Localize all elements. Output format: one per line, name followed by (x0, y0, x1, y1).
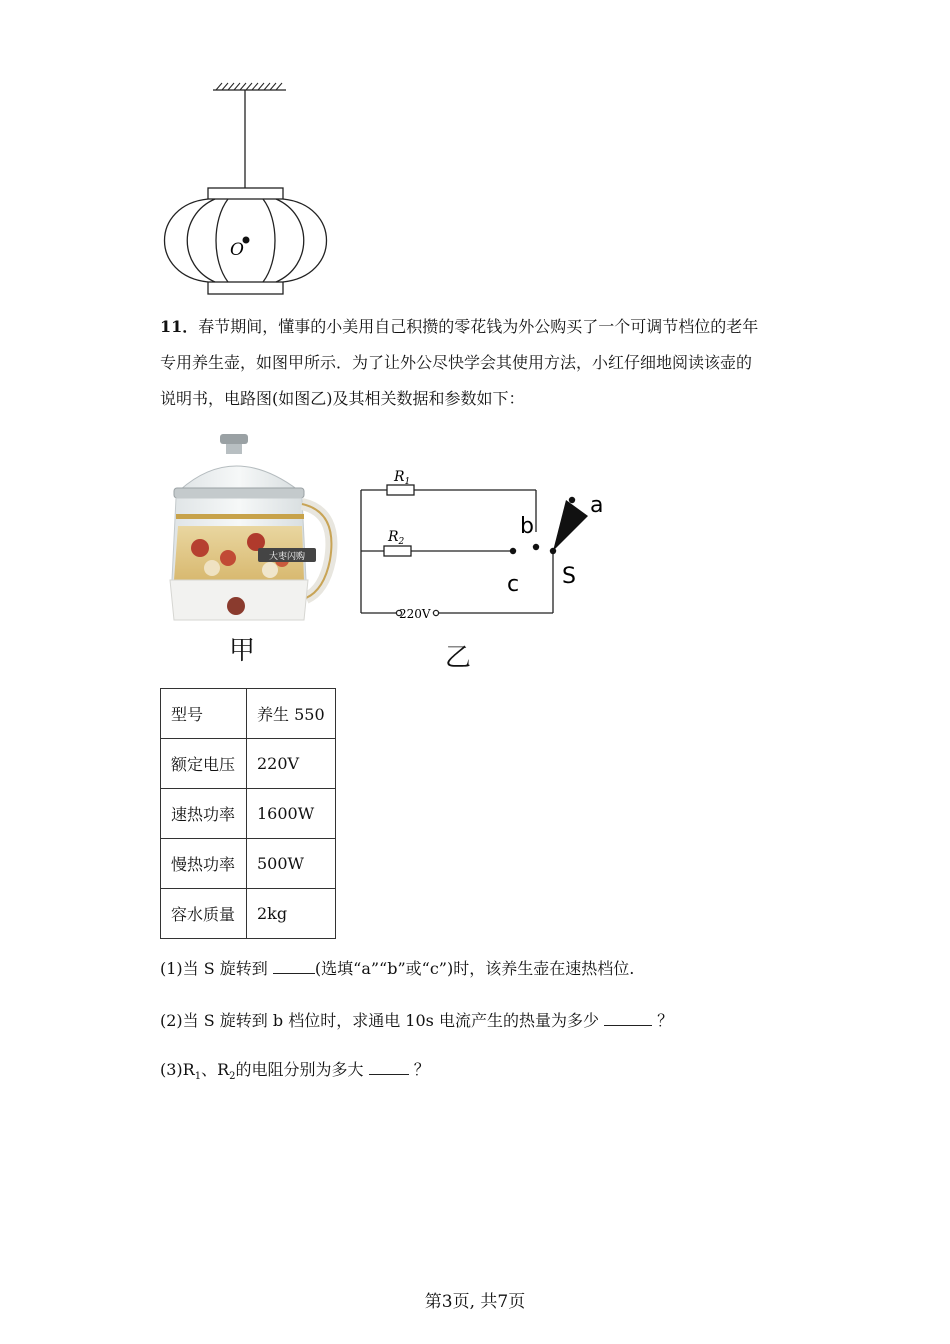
caption-yi: 乙 (445, 643, 472, 673)
r1-subscript: 1 (194, 1071, 202, 1083)
subquestion-3-text: (3)R (160, 1060, 195, 1079)
switch-s-label: S (562, 564, 576, 589)
page-footer: 第3页, 共7页 (424, 1292, 526, 1312)
question-line-1 (160, 314, 758, 337)
circuit-diagram (350, 460, 620, 630)
contact-b-label: b (520, 514, 534, 539)
subquestion-2 (160, 1008, 673, 1031)
table-row (161, 839, 336, 889)
table-value: 500W (247, 839, 336, 889)
table-value: 220V (247, 739, 336, 789)
subquestion-3-text-post: 的电阻分别为多大 (235, 1060, 369, 1079)
answer-blank-3[interactable] (369, 1060, 409, 1075)
question-number: 11． (160, 317, 199, 336)
r2-label: $R_2$ (388, 529, 405, 547)
table-row (161, 889, 336, 939)
table-value: 养生 550 (247, 689, 336, 739)
caption-jia: 甲 (229, 636, 256, 666)
lantern-center-label: O (230, 240, 244, 260)
subquestion-1 (160, 956, 634, 979)
r2-subscript: 2 (229, 1071, 236, 1083)
kettle-photo (160, 430, 340, 624)
table-key: 慢热功率 (161, 839, 247, 889)
table-value: 2kg (247, 889, 336, 939)
r1-label: $R_1$ (394, 469, 411, 487)
kettle-tag: 大枣闪购 (268, 552, 306, 562)
subquestion-3 (160, 1057, 430, 1082)
table-key: 额定电压 (161, 739, 247, 789)
answer-blank-2[interactable] (604, 1011, 652, 1026)
table-key: 型号 (161, 689, 247, 739)
voltage-label: 220V (399, 607, 431, 621)
lantern-figure (150, 80, 350, 300)
question-text-1: 春节期间，懂事的小美用自己积攒的零花钱为外公购买了一个可调节档位的老年 (198, 317, 759, 336)
subquestion-1-text: (1)当 S 旋转到 (160, 959, 273, 978)
subquestion-3-text-mid: 、R (201, 1060, 230, 1079)
table-row (161, 789, 336, 839)
table-key: 速热功率 (161, 789, 247, 839)
contact-c-label: c (507, 572, 520, 597)
table-row (161, 739, 336, 789)
answer-blank-1[interactable] (273, 959, 315, 974)
spec-table (160, 688, 336, 939)
question-line-3: 说明书，电路图(如图乙)及其相关数据和参数如下： (160, 389, 525, 408)
table-value: 1600W (247, 789, 336, 839)
table-key: 容水质量 (161, 889, 247, 939)
subquestion-3-text-end: ？ (408, 1060, 430, 1079)
subquestion-1-text-end: (选填“a”“b”或“c”)时，该养生壶在速热档位. (314, 959, 635, 978)
subquestion-2-text-end: ？ (652, 1011, 674, 1030)
table-row (161, 689, 336, 739)
question-line-2: 专用养生壶，如图甲所示．为了让外公尽快学会其使用方法，小红仔细地阅读该壶的 (160, 353, 753, 372)
subquestion-2-text: (2)当 S 旋转到 b 档位时，求通电 10s 电流产生的热量为多少 (160, 1011, 605, 1030)
switch-a-label: a (590, 493, 604, 518)
